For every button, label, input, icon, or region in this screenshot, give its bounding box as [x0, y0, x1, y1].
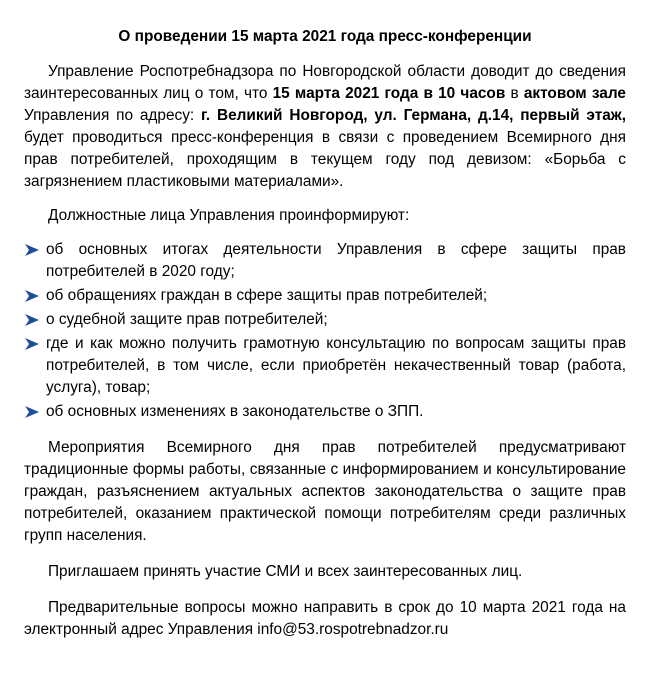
events-paragraph: Мероприятия Всемирного дня прав потребителей предусматривают традиционные формы работы, связанные с информированием и консультирование граждан, разъяснением актуальных аспектов законодательства о защите прав потребителей, оказанием практической помощи потребителям среди различных групп населения. — [24, 439, 626, 544]
intro-text-3: Управления по адресу: — [24, 107, 202, 124]
list-item — [24, 285, 626, 307]
list-item-text: где и как можно получить грамотную консультацию по вопросам защиты прав потребителей, в том числе, если приобретён некачественный товар (работа, услуга), товар; — [46, 335, 626, 396]
invite-paragraph: Приглашаем принять участие СМИ и всех заинтересованных лиц. — [48, 563, 523, 580]
document-page — [24, 26, 626, 641]
intro-paragraph — [24, 61, 626, 193]
intro-text-4: будет проводиться пресс-конференция в связи с проведением Всемирного дня прав потребителей, проходящим в текущем году под девизом: «Борьба с загрязнением пластиковыми материалами». — [24, 129, 626, 190]
intro-address: г. Великий Новгород, ул. Германа, д.14, первый этаж, — [201, 107, 626, 124]
arrow-bullet-icon — [25, 244, 39, 256]
arrow-bullet-icon — [25, 290, 39, 302]
document-title: О проведении 15 марта 2021 года пресс-конференции — [118, 28, 532, 45]
list-item — [24, 309, 626, 331]
intro-text-2: в — [505, 85, 524, 102]
list-item-text: о судебной защите прав потребителей; — [46, 311, 328, 328]
list-item — [24, 239, 626, 283]
list-item — [24, 333, 626, 399]
list-item — [24, 401, 626, 423]
intro-date-time: 15 марта 2021 года в 10 часов — [272, 85, 506, 102]
officials-intro: Должностные лица Управления проинформируют: — [48, 207, 410, 224]
list-item-text: об обращениях граждан в сфере защиты прав потребителей; — [46, 287, 488, 304]
intro-hall: актовом зале — [523, 85, 626, 102]
list-item-text: об основных изменениях в законодательстве о ЗПП. — [46, 403, 424, 420]
arrow-bullet-icon — [25, 406, 39, 418]
intro-text-1: Управление Роспотребнадзора по Новгородской области доводит до сведения заинтересованных лиц о том, что — [24, 63, 626, 102]
arrow-bullet-icon — [25, 338, 39, 350]
arrow-bullet-icon — [25, 314, 39, 326]
list-item-text: об основных итогах деятельности Управления в сфере защиты прав потребителей в 2020 году; — [46, 241, 626, 280]
topics-list — [24, 239, 626, 423]
questions-paragraph: Предварительные вопросы можно направить в срок до 10 марта 2021 года на электронный адрес Управления info@53.rospotrebnadzor.ru — [24, 599, 626, 638]
